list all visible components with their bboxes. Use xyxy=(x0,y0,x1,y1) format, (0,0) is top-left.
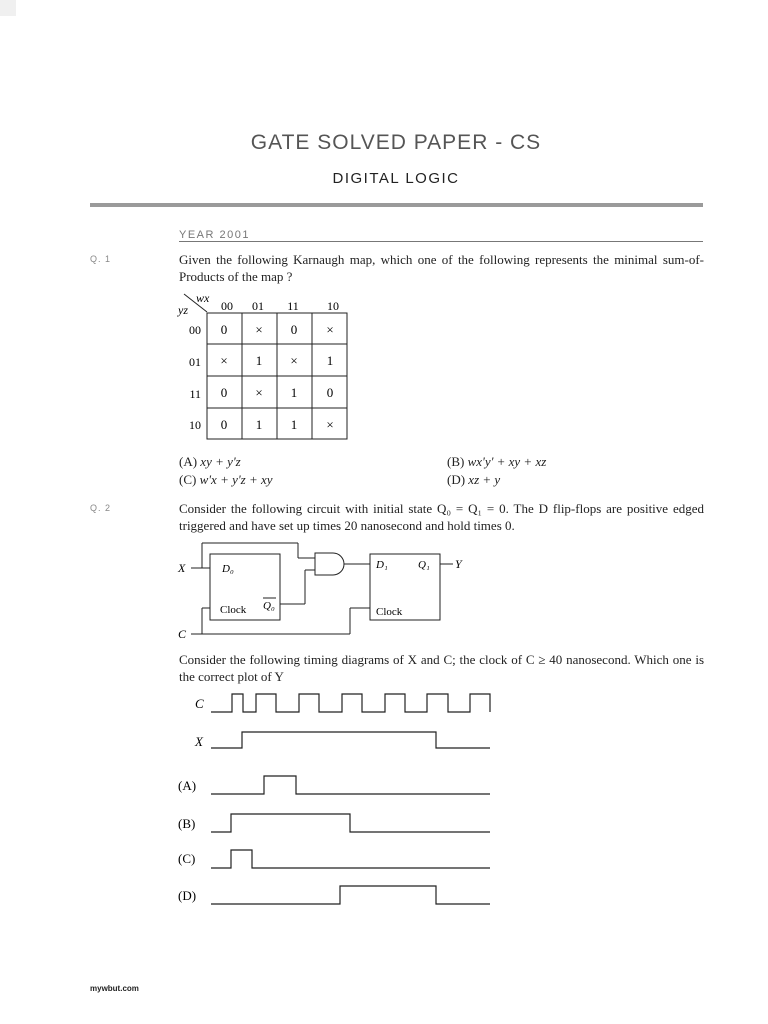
kmap-col-var: wx xyxy=(196,291,210,305)
signal-x-label: X xyxy=(195,734,203,749)
option-c[interactable] xyxy=(179,472,273,488)
option-b[interactable] xyxy=(447,454,546,470)
question-2-text: Consider the following circuit with initial state Q₀ = Q₁ = 0. The D flip-flops are positive edged triggered and have set up times 20 nanosecond and hold times 0. xyxy=(179,501,704,533)
timing-option-label: (A) xyxy=(178,778,197,793)
kmap-col-header: 11 xyxy=(287,299,299,313)
kmap-col-header: 00 xyxy=(221,299,233,313)
d0-label: D₀ xyxy=(222,563,234,575)
question-2-number: Q. 2 xyxy=(90,503,112,513)
kmap-cell: × xyxy=(326,417,334,432)
output-y-label: Y xyxy=(455,557,462,571)
kmap-cell: 1 xyxy=(326,353,334,368)
option-label: (B) xyxy=(447,454,465,469)
kmap-cell: 0 xyxy=(220,417,228,432)
signal-c-label: C xyxy=(195,696,204,711)
option-expression: xz + y xyxy=(468,472,501,487)
chapter-title: DIGITAL LOGIC xyxy=(332,170,460,187)
kmap-cell: × xyxy=(290,353,298,368)
kmap-cell: 1 xyxy=(255,353,263,368)
kmap-col-header: 01 xyxy=(252,299,264,313)
option-expression: xy + y'z xyxy=(200,454,241,469)
option-a[interactable] xyxy=(179,454,241,470)
kmap-cell: 1 xyxy=(290,385,298,400)
option-label: (A) xyxy=(179,454,198,469)
year-rule xyxy=(179,241,703,242)
year-label: YEAR 2001 xyxy=(179,229,250,241)
page-title: GATE SOLVED PAPER - CS xyxy=(250,131,542,154)
corner-mark xyxy=(0,0,16,16)
option-d-wave xyxy=(211,886,490,904)
kmap-row-header: 11 xyxy=(189,387,201,401)
question-1-text: Given the following Karnaugh map, which one of the following represents the minimal sum-of-Products of the map ? xyxy=(179,252,704,284)
kmap-cell: × xyxy=(220,353,228,368)
signal-x-wave xyxy=(211,732,490,748)
footer-watermark: mywbut.com xyxy=(90,984,139,993)
option-a-wave xyxy=(211,776,490,794)
q0bar-label: Q₀ xyxy=(263,600,275,612)
header-rule xyxy=(90,203,703,207)
option-expression: wx'y' + xy + xz xyxy=(467,454,547,469)
input-c-label: C xyxy=(178,627,187,641)
kmap-row-header: 00 xyxy=(189,323,201,337)
timing-option-label: (C) xyxy=(178,851,196,866)
kmap-row-header: 01 xyxy=(189,355,201,369)
d1-label: D₁ xyxy=(376,559,388,571)
option-c-wave xyxy=(211,850,490,868)
kmap-col-header: 10 xyxy=(327,299,339,313)
kmap-cell: 1 xyxy=(255,417,263,432)
question-1-number: Q. 1 xyxy=(90,254,112,264)
option-label: (D) xyxy=(447,472,466,487)
option-expression: w'x + y'z + xy xyxy=(199,472,273,487)
timing-option-label: (B) xyxy=(178,816,196,831)
input-x-label: X xyxy=(178,561,186,575)
kmap-cell: 0 xyxy=(290,322,298,337)
option-label: (C) xyxy=(179,472,197,487)
karnaugh-map xyxy=(170,288,360,443)
kmap-row-var: yz xyxy=(178,303,188,317)
question-2-text-2: Consider the following timing diagrams of X and C; the clock of C ≥ 40 nanosecond. Which one is the correct plot of Y xyxy=(179,652,704,684)
kmap-cell: × xyxy=(326,322,334,337)
kmap-cell: 1 xyxy=(290,417,298,432)
signal-c-wave xyxy=(211,694,490,712)
kmap-cell: 0 xyxy=(220,385,228,400)
timing-option-label: (D) xyxy=(178,888,197,903)
kmap-cell: × xyxy=(255,385,263,400)
option-d[interactable] xyxy=(447,472,500,488)
circuit-diagram xyxy=(170,538,480,644)
timing-diagram xyxy=(170,686,500,912)
kmap-cell: 0 xyxy=(220,322,228,337)
kmap-cell: × xyxy=(255,322,263,337)
clock1-label: Clock xyxy=(376,606,403,618)
kmap-row-header: 10 xyxy=(189,418,201,432)
q1-label: Q₁ xyxy=(418,559,430,571)
and-gate xyxy=(315,553,344,575)
kmap-cell: 0 xyxy=(326,385,334,400)
clock0-label: Clock xyxy=(220,604,247,616)
option-b-wave xyxy=(211,814,490,832)
